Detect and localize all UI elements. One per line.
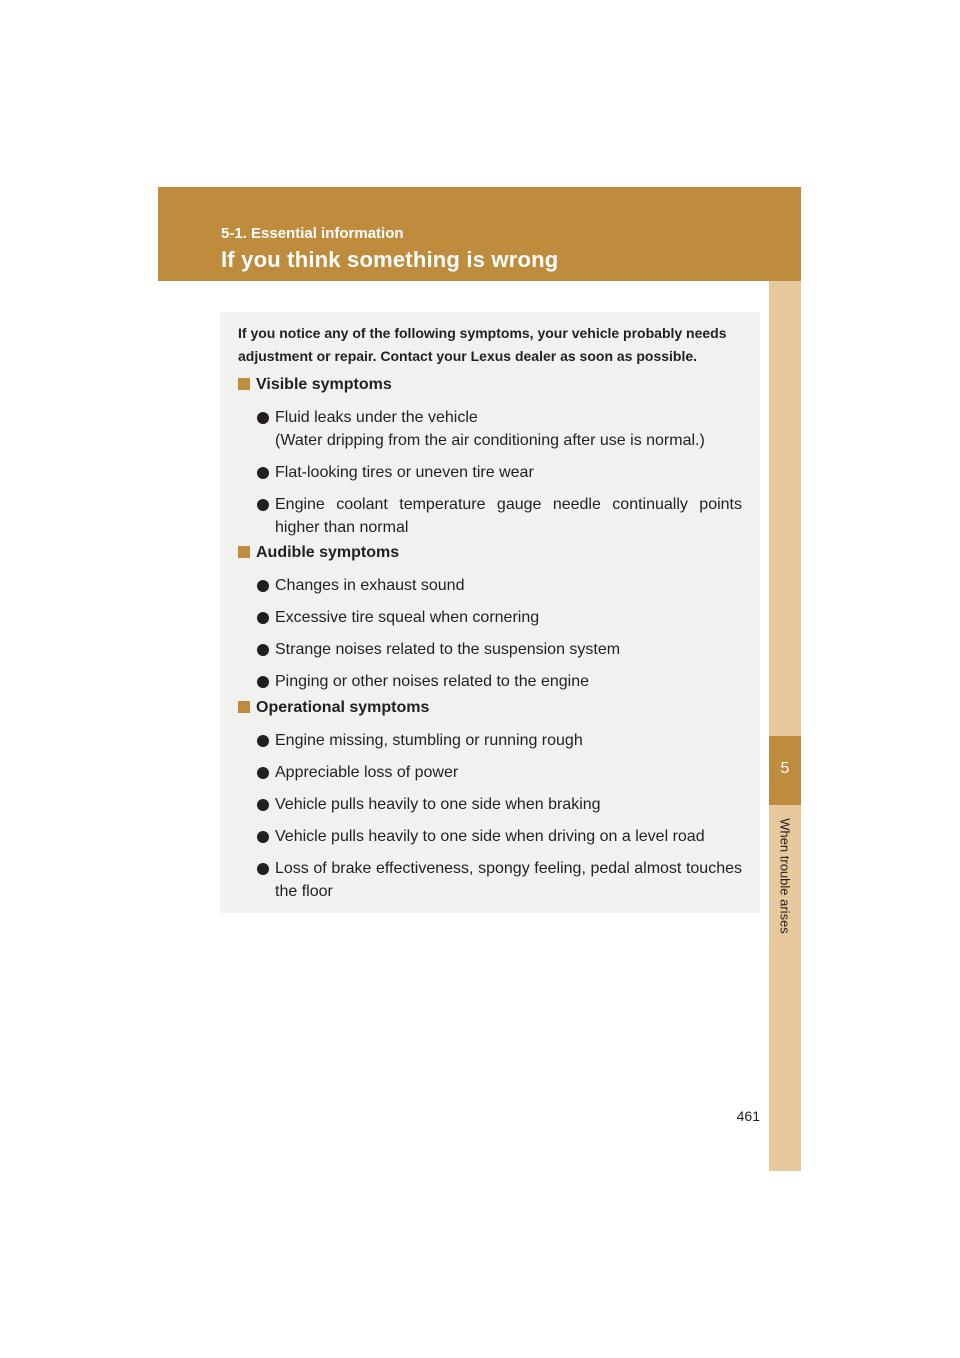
chapter-side-strip <box>769 281 801 1171</box>
item-text: Strange noises related to the suspension system <box>275 641 621 658</box>
item-text: Excessive tire squeal when cornering <box>275 609 540 626</box>
symptom-group-operational <box>238 696 742 903</box>
group-heading <box>238 373 742 397</box>
chapter-title: When trouble arises <box>777 818 793 934</box>
item-text: Vehicle pulls heavily to one side when driving on a level road <box>275 828 705 845</box>
list-item <box>238 761 742 784</box>
page-title: If you think something is wrong <box>221 247 559 272</box>
intro-text: If you notice any of the following symptoms, your vehicle probably needs adjustment or repair. Contact your Lexus dealer as soon as possible. <box>238 325 727 364</box>
item-note: (Water dripping from the air conditioning after use is normal.) <box>275 432 705 449</box>
list-item <box>238 729 742 752</box>
bullet-icon <box>257 735 269 747</box>
item-text: Fluid leaks under the vehicle <box>275 409 478 426</box>
group-heading <box>238 696 742 720</box>
chapter-number: 5 <box>780 760 790 777</box>
group-heading-label: Audible symptoms <box>256 544 400 561</box>
bullet-icon <box>257 767 269 779</box>
bullet-icon <box>257 467 269 479</box>
item-text: Changes in exhaust sound <box>275 577 465 594</box>
square-icon <box>238 701 250 713</box>
bullet-icon <box>257 676 269 688</box>
header-band <box>158 187 801 281</box>
group-heading-label: Visible symptoms <box>256 376 392 393</box>
list-item <box>238 493 742 539</box>
list-item <box>238 638 742 661</box>
square-icon <box>238 378 250 390</box>
item-text: Flat-looking tires or uneven tire wear <box>275 464 534 481</box>
page-number: 461 <box>736 1108 760 1124</box>
item-text: Loss of brake effectiveness, spongy feeling, pedal almost touches the floor <box>275 860 742 900</box>
list-item <box>238 574 742 597</box>
bullet-icon <box>257 612 269 624</box>
list-item <box>238 670 742 693</box>
section-label: 5-1. Essential information <box>221 225 404 242</box>
bullet-icon <box>257 644 269 656</box>
item-text: Engine missing, stumbling or running rough <box>275 732 583 749</box>
group-heading <box>238 541 742 565</box>
symptoms-box <box>220 312 760 913</box>
item-text: Engine coolant temperature gauge needle continually points higher than normal <box>275 496 742 536</box>
list-item <box>238 461 742 484</box>
list-item <box>238 606 742 629</box>
bullet-icon <box>257 499 269 511</box>
item-text: Pinging or other noises related to the engine <box>275 673 589 690</box>
chapter-tab <box>769 736 801 805</box>
bullet-icon <box>257 412 269 424</box>
list-item <box>238 793 742 816</box>
list-item <box>238 825 742 848</box>
square-icon <box>238 546 250 558</box>
item-text: Appreciable loss of power <box>275 764 459 781</box>
bullet-icon <box>257 799 269 811</box>
bullet-icon <box>257 580 269 592</box>
list-item <box>238 406 742 452</box>
item-text: Vehicle pulls heavily to one side when braking <box>275 796 601 813</box>
symptom-group-visible <box>238 373 742 539</box>
list-item <box>238 857 742 903</box>
symptom-group-audible <box>238 541 742 693</box>
bullet-icon <box>257 831 269 843</box>
bullet-icon <box>257 863 269 875</box>
group-heading-label: Operational symptoms <box>256 699 430 716</box>
